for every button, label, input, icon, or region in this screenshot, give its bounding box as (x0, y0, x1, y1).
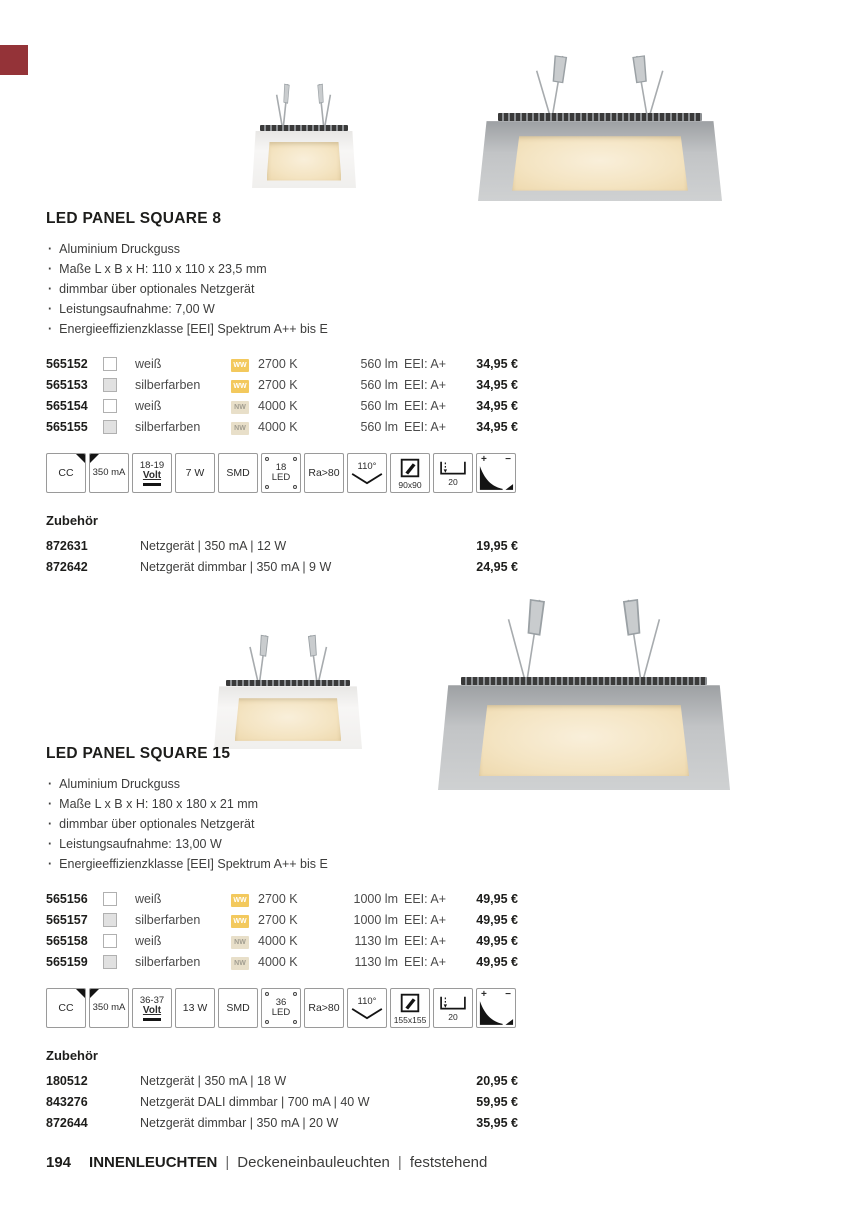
heatsink (498, 113, 703, 121)
luminous-flux: 1130 lm (354, 933, 398, 948)
luminous-flux: 1000 lm (353, 891, 398, 906)
product-photo-square8-white (252, 82, 356, 188)
light-surface (479, 705, 689, 776)
price: 49,95 € (476, 933, 518, 948)
article-number: 872642 (46, 559, 88, 574)
luminous-flux: 560 lm (360, 356, 398, 371)
cutout-marker-icon (398, 991, 422, 1015)
heatsink (226, 680, 350, 686)
beam-chevron-icon (350, 1007, 384, 1020)
price: 24,95 € (476, 559, 518, 574)
voltage-icon (132, 988, 172, 1028)
beam-chevron-icon (350, 472, 384, 485)
color-temperature: 2700 K (258, 356, 298, 371)
article-number: 565152 (46, 356, 88, 371)
product-photo-square15-white (214, 633, 362, 749)
swatch-box (103, 378, 117, 392)
color-temperature: 4000 K (258, 398, 298, 413)
badge-cell (231, 398, 258, 414)
icon-label: 350 mA (92, 467, 126, 478)
cutout-size-icon (390, 988, 430, 1028)
eei-class: EEI: A+ (404, 912, 447, 927)
icon-label: Volt (142, 1004, 162, 1016)
mounting-clips-icon (473, 596, 695, 685)
table-row (46, 888, 518, 909)
screw-dot-icon (265, 457, 269, 461)
color-name: silberfarben (135, 419, 201, 434)
heatsink (260, 125, 347, 131)
icon-label: 18-19 (139, 459, 165, 471)
spec-text: dimmbar über optionales Netzgerät (59, 817, 255, 831)
luminous-flux: 560 lm (360, 398, 398, 413)
luminous-flux: 560 lm (360, 419, 398, 434)
color-name: weiß (135, 933, 162, 948)
color-temperature: 4000 K (258, 954, 298, 969)
swatch-box (103, 399, 117, 413)
eei-class: EEI: A+ (404, 954, 447, 969)
color-swatch (103, 357, 135, 371)
price: 49,95 € (476, 891, 518, 906)
icon-label: 20 (448, 476, 458, 487)
icon-label: 36 (275, 997, 287, 1008)
spec-text: dimmbar über optionales Netzgerät (59, 282, 255, 296)
spec-bullet (46, 299, 328, 319)
dimmable-icon (476, 988, 516, 1028)
color-swatch (103, 955, 135, 969)
spec-list (46, 774, 328, 874)
footer-separator: | (397, 1154, 402, 1171)
accessory-row (46, 1070, 518, 1091)
icon-label: Ra>80 (308, 1002, 340, 1014)
article-number: 872644 (46, 1115, 88, 1130)
article-number: 565155 (46, 419, 88, 434)
variant-table (46, 888, 518, 972)
accessory-description: Netzgerät | 350 mA | 12 W (140, 538, 287, 553)
color-temperature: 2700 K (258, 891, 298, 906)
accessories-block (46, 513, 518, 577)
spec-bullet (46, 854, 328, 874)
spec-bullet (46, 319, 328, 339)
product-photo-square15-silver (438, 596, 730, 790)
icon-label: Volt (142, 469, 162, 481)
color-swatch (103, 913, 135, 927)
color-name: weiß (135, 356, 162, 371)
terminal-bar-icon (143, 1018, 161, 1021)
color-temp-badge: WW (231, 380, 249, 393)
swatch-box (103, 913, 117, 927)
badge-cell (231, 356, 258, 372)
product-photo-square8-silver (478, 53, 722, 201)
article-number: 180512 (46, 1073, 88, 1088)
badge-cell (231, 377, 258, 393)
minus-sign: − (505, 454, 511, 465)
spec-bullet (46, 794, 328, 814)
dim-curve-icon (478, 999, 514, 1026)
icon-label: 155x155 (393, 1015, 427, 1025)
spec-text: Maße L x B x H: 110 x 110 x 23,5 mm (59, 262, 267, 276)
heatsink (461, 677, 706, 685)
mounting-clips-icon (232, 633, 344, 686)
page-footer (46, 1154, 487, 1171)
color-temp-badge: NW (231, 936, 249, 949)
recess-bracket-icon (438, 460, 468, 477)
article-number: 872631 (46, 538, 88, 553)
table-row (46, 353, 518, 374)
accessory-row (46, 556, 518, 577)
recess-depth-icon (433, 988, 473, 1028)
swatch-box (103, 420, 117, 434)
corner-triangle-icon (90, 454, 99, 463)
spec-list (46, 239, 328, 339)
spec-bullet (46, 774, 328, 794)
spec-text: Aluminium Druckguss (59, 777, 181, 791)
mounting-clips-icon (507, 53, 692, 121)
accessory-row (46, 1091, 518, 1112)
eei-class: EEI: A+ (404, 933, 447, 948)
price: 34,95 € (476, 419, 518, 434)
plus-sign: + (481, 989, 487, 1000)
color-temp-badge: NW (231, 957, 249, 970)
eei-class: EEI: A+ (404, 419, 447, 434)
wattage-icon (175, 453, 215, 493)
price: 49,95 € (476, 954, 518, 969)
eei-class: EEI: A+ (404, 377, 447, 392)
article-number: 565158 (46, 933, 88, 948)
color-temp-badge: WW (231, 359, 249, 372)
swatch-box (103, 892, 117, 906)
icon-label: 110° (357, 460, 377, 472)
screw-dot-icon (293, 992, 297, 996)
minus-sign: − (505, 989, 511, 1000)
beam-angle-icon (347, 453, 387, 493)
led-count-icon (261, 453, 301, 493)
color-name: silberfarben (135, 912, 201, 927)
dim-curve-icon (478, 464, 514, 491)
color-temp-badge: WW (231, 894, 249, 907)
accessories-heading: Zubehör (46, 1048, 98, 1063)
spec-text: Energieeffizienzklasse [EEI] Spektrum A++ bis E (59, 857, 328, 871)
price: 34,95 € (476, 377, 518, 392)
corner-triangle-icon (76, 454, 85, 463)
color-name: silberfarben (135, 954, 201, 969)
recess-depth-icon (433, 453, 473, 493)
article-number: 843276 (46, 1094, 88, 1109)
screw-dot-icon (265, 1020, 269, 1024)
icon-label: 350 mA (92, 1002, 126, 1013)
color-temp-badge: NW (231, 401, 249, 414)
screw-dot-icon (293, 1020, 297, 1024)
swatch-box (103, 357, 117, 371)
accessory-description: Netzgerät dimmbar | 350 mA | 20 W (140, 1115, 339, 1130)
color-swatch (103, 892, 135, 906)
screw-dot-icon (293, 485, 297, 489)
drive-current-icon (89, 988, 129, 1028)
price: 20,95 € (476, 1073, 518, 1088)
eei-class: EEI: A+ (404, 356, 447, 371)
luminous-flux: 1000 lm (353, 912, 398, 927)
price: 35,95 € (476, 1115, 518, 1130)
voltage-icon (132, 453, 172, 493)
screw-dot-icon (265, 992, 269, 996)
spec-icon-strip (46, 453, 516, 493)
accessory-row (46, 1112, 518, 1133)
swatch-box (103, 934, 117, 948)
article-number: 565153 (46, 377, 88, 392)
icon-label: 110° (357, 995, 377, 1007)
recess-bracket-icon (438, 995, 468, 1012)
price: 59,95 € (476, 1094, 518, 1109)
badge-cell (231, 912, 258, 928)
product-title: LED PANEL SQUARE 15 (46, 745, 231, 762)
spec-bullet (46, 834, 328, 854)
icon-label: SMD (226, 1002, 250, 1014)
panel-frame (478, 121, 722, 201)
terminal-bar-icon (143, 483, 161, 486)
table-row (46, 909, 518, 930)
color-temperature: 2700 K (258, 912, 298, 927)
cutout-size-icon (390, 453, 430, 493)
spec-bullet (46, 239, 328, 259)
panel-frame (252, 131, 356, 188)
icon-label: 20 (448, 1011, 458, 1022)
color-temp-badge: WW (231, 915, 249, 928)
light-surface (267, 142, 342, 181)
cutout-marker-icon (398, 456, 422, 480)
color-swatch (103, 934, 135, 948)
plus-sign: + (481, 454, 487, 465)
footer-subcategory: feststehend (409, 1154, 488, 1171)
badge-cell (231, 954, 258, 970)
spec-bullet (46, 279, 328, 299)
constant-current-icon (46, 988, 86, 1028)
badge-cell (231, 419, 258, 435)
luminous-flux: 560 lm (360, 377, 398, 392)
spec-icon-strip (46, 988, 516, 1028)
page-number: 194 (46, 1154, 72, 1171)
article-number: 565157 (46, 912, 88, 927)
table-row (46, 395, 518, 416)
cri-icon (304, 988, 344, 1028)
color-swatch (103, 420, 135, 434)
spec-text: Energieeffizienzklasse [EEI] Spektrum A++ bis E (59, 322, 328, 336)
footer-separator: | (225, 1154, 230, 1171)
section-color-tab (0, 45, 28, 75)
color-temperature: 4000 K (258, 419, 298, 434)
led-type-icon (218, 453, 258, 493)
accessory-description: Netzgerät DALI dimmbar | 700 mA | 40 W (140, 1094, 370, 1109)
light-surface (235, 698, 342, 741)
icon-label: 7 W (185, 467, 205, 479)
price: 34,95 € (476, 398, 518, 413)
screw-dot-icon (293, 457, 297, 461)
spec-text: Leistungsaufnahme: 13,00 W (59, 837, 222, 851)
table-row (46, 951, 518, 972)
spec-text: Leistungsaufnahme: 7,00 W (59, 302, 215, 316)
eei-class: EEI: A+ (404, 398, 447, 413)
price: 34,95 € (476, 356, 518, 371)
badge-cell (231, 933, 258, 949)
icon-label: 13 W (182, 1002, 208, 1014)
color-temperature: 4000 K (258, 933, 298, 948)
wattage-icon (175, 988, 215, 1028)
dimmable-icon (476, 453, 516, 493)
eei-class: EEI: A+ (404, 891, 447, 906)
mounting-clips-icon (264, 82, 343, 131)
light-surface (512, 136, 688, 190)
icon-label: 36-37 (139, 994, 165, 1006)
corner-triangle-icon (90, 989, 99, 998)
table-row (46, 930, 518, 951)
variant-table (46, 353, 518, 437)
accessory-row (46, 535, 518, 556)
beam-angle-icon (347, 988, 387, 1028)
product-title: LED PANEL SQUARE 8 (46, 210, 222, 227)
color-swatch (103, 399, 135, 413)
led-count-icon (261, 988, 301, 1028)
spec-bullet (46, 259, 328, 279)
article-number: 565154 (46, 398, 88, 413)
icon-label: CC (58, 1002, 74, 1014)
table-row (46, 374, 518, 395)
accessories-block (46, 1048, 518, 1133)
cri-icon (304, 453, 344, 493)
color-name: weiß (135, 398, 162, 413)
icon-label: CC (58, 467, 74, 479)
luminous-flux: 1130 lm (354, 954, 398, 969)
color-name: silberfarben (135, 377, 201, 392)
icon-label: Ra>80 (308, 467, 340, 479)
spec-bullet (46, 814, 328, 834)
drive-current-icon (89, 453, 129, 493)
accessory-description: Netzgerät dimmbar | 350 mA | 9 W (140, 559, 332, 574)
icon-label: LED (271, 472, 291, 483)
accessories-heading: Zubehör (46, 513, 98, 528)
spec-text: Maße L x B x H: 180 x 180 x 21 mm (59, 797, 259, 811)
constant-current-icon (46, 453, 86, 493)
led-type-icon (218, 988, 258, 1028)
icon-label: 90x90 (398, 480, 422, 490)
table-row (46, 416, 518, 437)
icon-label: 18 (275, 462, 287, 473)
swatch-box (103, 955, 117, 969)
price: 49,95 € (476, 912, 518, 927)
panel-frame (214, 686, 362, 749)
panel-frame (438, 685, 730, 790)
spec-text: Aluminium Druckguss (59, 242, 181, 256)
badge-cell (231, 891, 258, 907)
screw-dot-icon (265, 485, 269, 489)
price: 19,95 € (476, 538, 518, 553)
color-swatch (103, 378, 135, 392)
corner-triangle-icon (76, 989, 85, 998)
color-temperature: 2700 K (258, 377, 298, 392)
article-number: 565159 (46, 954, 88, 969)
icon-label: LED (271, 1007, 291, 1018)
footer-category: Deckeneinbauleuchten (237, 1154, 390, 1171)
icon-label: SMD (226, 467, 250, 479)
footer-section: INNENLEUCHTEN (89, 1154, 218, 1171)
color-name: weiß (135, 891, 162, 906)
article-number: 565156 (46, 891, 88, 906)
accessory-description: Netzgerät | 350 mA | 18 W (140, 1073, 287, 1088)
color-temp-badge: NW (231, 422, 249, 435)
